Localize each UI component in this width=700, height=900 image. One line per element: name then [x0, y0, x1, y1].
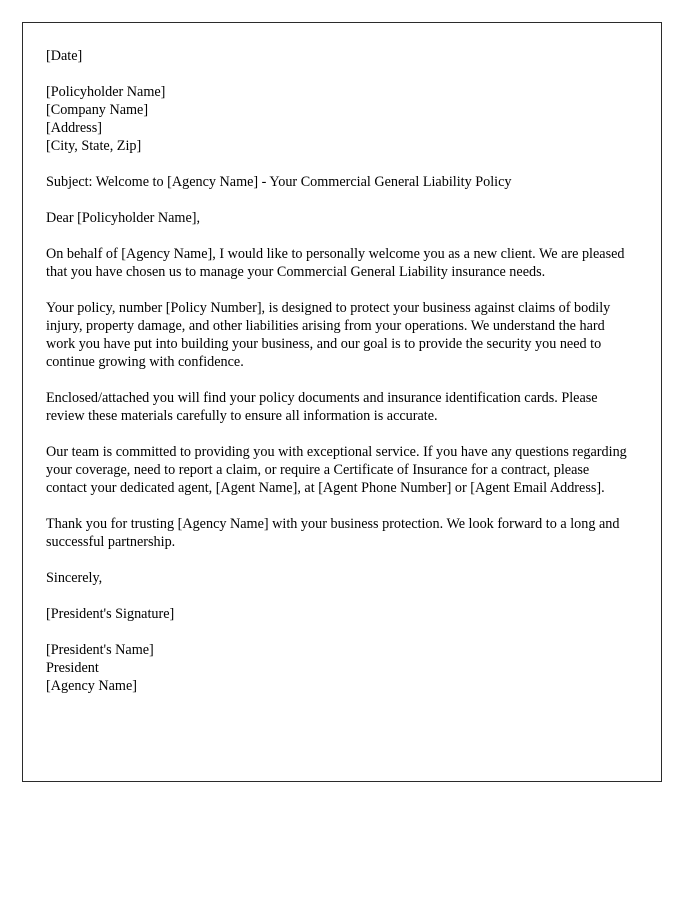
date-block — [46, 47, 628, 65]
recipient-street-line: [Address] — [46, 120, 102, 136]
body-paragraph-5: Thank you for trusting [Agency Name] with your business protection. We look forward to a long and successful partnership. — [46, 516, 620, 550]
signature-placeholder-line: [President's Signature] — [46, 606, 175, 622]
signature-placeholder-block — [46, 605, 628, 623]
letter-body — [46, 47, 628, 695]
recipient-name-line: [Policyholder Name] — [46, 84, 166, 100]
body-paragraph-4: Our team is committed to providing you with exceptional service. If you have any questions regarding your coverage, need to report a claim, or require a Certificate of Insurance for a contract, please contact your dedicated agent, [Agent Name], at [Agent Phone Number] or [Agent Email Address]. — [46, 444, 627, 496]
salutation-block — [46, 209, 628, 227]
signature-block — [46, 641, 628, 695]
closing-line: Sincerely, — [46, 570, 103, 586]
date-line: [Date] — [46, 48, 83, 64]
letter-page — [22, 22, 662, 782]
signer-title-line: President — [46, 660, 99, 676]
closing-block — [46, 569, 628, 587]
signer-name-line: [President's Name] — [46, 642, 154, 658]
body-paragraph-2: Your policy, number [Policy Number], is designed to protect your business against claims of bodily injury, property damage, and other liabilities arising from your operations. We understand the hard work you have put into building your business, and our goal is to provide the security you need to continue growing with confidence. — [46, 300, 611, 370]
salutation-line: Dear [Policyholder Name], — [46, 210, 201, 226]
subject-line: Subject: Welcome to [Agency Name] - Your Commercial General Liability Policy — [46, 174, 512, 190]
recipient-city-state-zip-line: [City, State, Zip] — [46, 138, 142, 154]
body-paragraph-1: On behalf of [Agency Name], I would like to personally welcome you as a new client. We are pleased that you have chosen us to manage your Commercial General Liability insurance needs. — [46, 246, 625, 280]
signer-agency-line: [Agency Name] — [46, 678, 137, 694]
recipient-address-block — [46, 83, 628, 155]
subject-block — [46, 173, 628, 191]
body-paragraph-3: Enclosed/attached you will find your policy documents and insurance identification cards. Please review these materials carefully to ensure all information is accurate. — [46, 390, 598, 424]
recipient-company-line: [Company Name] — [46, 102, 149, 118]
